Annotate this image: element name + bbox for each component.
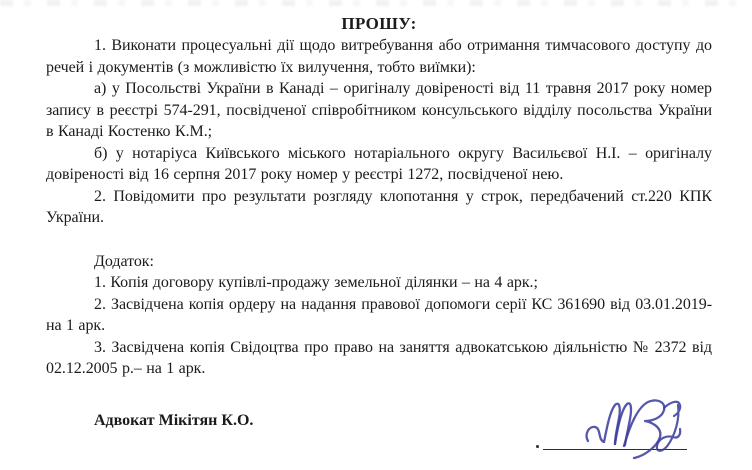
signature-line-dot [536, 445, 539, 448]
paragraph-request-1: 1. Виконати процесуальні дії щодо витребування або отримання тимчасового доступу до речей і документів (з можливістю їх вилучення, тобто виїмки): [46, 37, 712, 76]
attachments-label: Додаток: [94, 252, 154, 270]
attachments-section [46, 251, 712, 380]
paragraph-item-b: б) у нотаріуса Київського міського нотаріального округу Васильєвої Н.І. – оригіналу довіреності від 16 серпня 2017 року номер у реєстрі 1272, посвідченої нею. [46, 144, 712, 183]
paragraph-item-a: а) у Посольстві України в Канаді – оригіналу довіреності від 11 травня 2017 року номер запису в реєстрі 574-291, посвідченої співробітником консульського відділу посольства України в Канаді Костенко К.М.; [46, 80, 712, 140]
attachment-item-1: 1. Копія договору купівлі-продажу земельної ділянки – на 4 арк.; [94, 274, 538, 291]
signer-name: Адвокат Мікітян К.О. [94, 411, 254, 429]
attachment-item-3: 3. Засвідчена копія Свідоцтва про право на заняття адвокатською діяльністю № 2372 від 02.12.2005 р.– на 1 арк. [46, 338, 712, 377]
handwritten-signature-icon [560, 385, 710, 470]
document-title: ПРОШУ: [341, 14, 417, 33]
attachment-item-2: 2. Засвідчена копія ордеру на надання правової допомоги серії КС 361690 від 03.01.2019- на 1 арк. [46, 295, 712, 334]
paragraph-request-2: 2. Повідомити про результати розгляду клопотання у строк, передбачений ст.220 КПК України. [46, 187, 712, 226]
